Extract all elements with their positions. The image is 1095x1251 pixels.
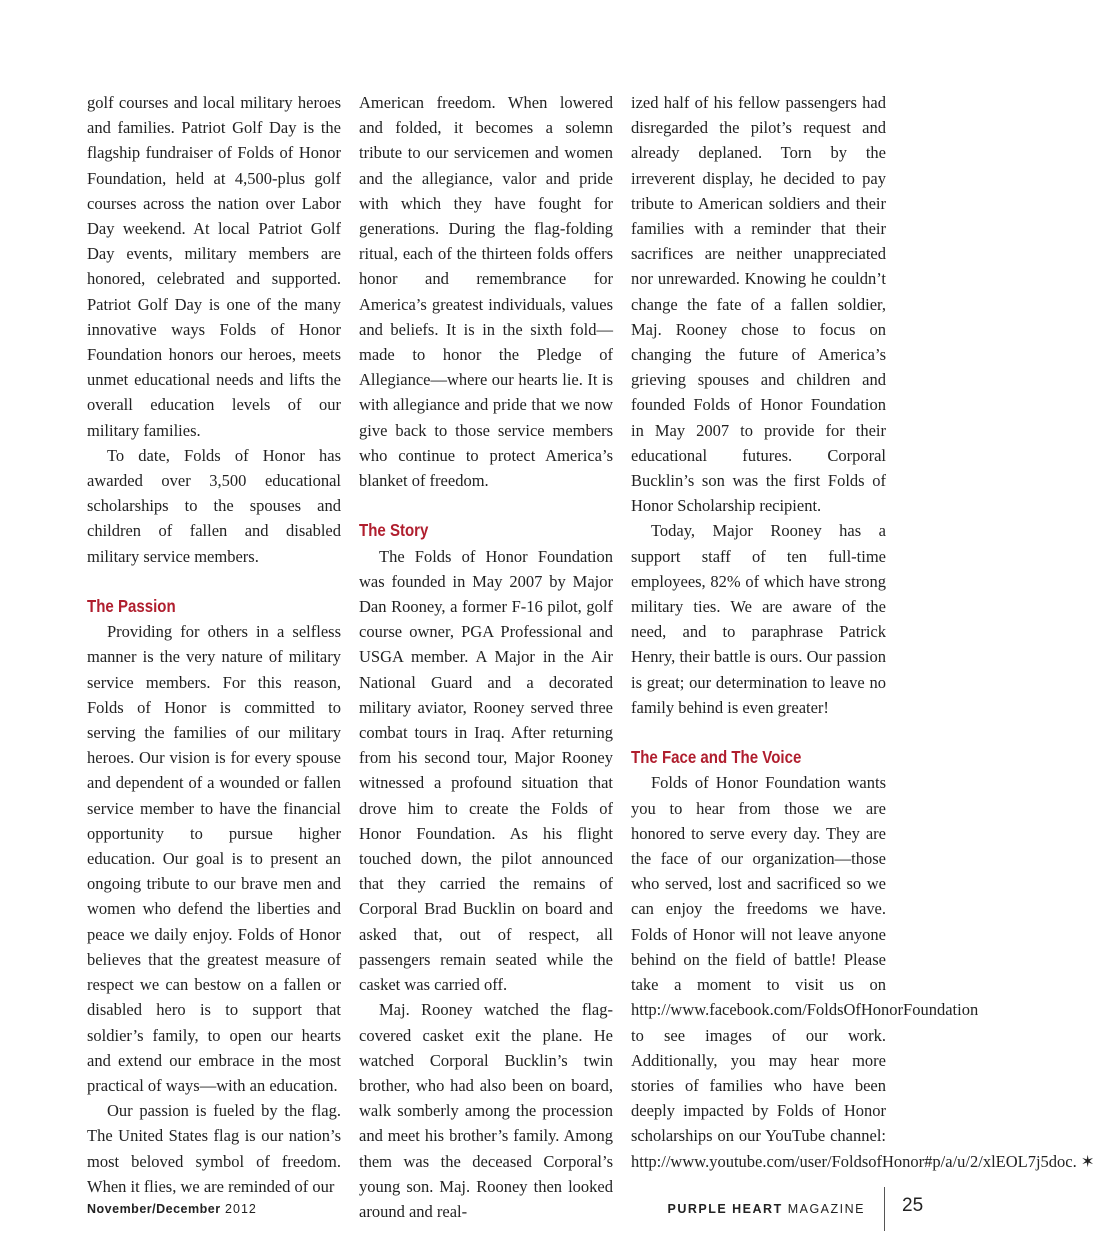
paragraph: The Folds of Honor Foundation was founded in May 2007 by Major Dan Rooney, a former F-16 pilot, golf course owner, PGA Professional and USGA member. A Major in the Air National Guard and a decorated military aviator, Rooney served three combat tours in Iraq. After returning from his second tour, Major Rooney witnessed a profound situation that drove him to create the Folds of Honor Foundation. As his flight touched down, the pilot announced that they carried the remains of Corporal Brad Bucklin on board and asked that, out of respect, all passengers remain seated while the casket was carried off. <box>359 546 613 995</box>
magazine-name <box>667 1202 865 1216</box>
paragraph: golf courses and local military heroes and families. Patriot Golf Day is the flagship fundraiser of Folds of Honor Foundation, held at 4,500-plus golf courses across the nation over Labor Day weekend. At local Patriot Golf Day events, military members are honored, celebrated and supported. Patriot Golf Day is one of the many innovative ways Folds of Honor Foundation honors our heroes, meets unmet educational needs and lifts the overall education levels of our military families. <box>87 93 341 440</box>
issue-year: 2012 <box>225 1202 257 1216</box>
issue-date <box>87 1202 257 1216</box>
page-number: 25 <box>902 1195 924 1216</box>
paragraph: Providing for others in a selfless manner is the very nature of military service members. For this reason, Folds of Honor is committed to serving the families of our military heroes. Our vision is for every spouse and dependent of a wounded or fallen service member to have the financial opportunity to pursue higher education. Our goal is to present an ongoing tribute to our brave men and women who defend the liberties and peace we daily enjoy. Folds of Honor believes that the greatest measure of respect we can bestow on a fallen or disabled hero is to support that soldier’s family, to open our hearts and extend our embrace in the most practical of ways—with an education. <box>87 622 341 1095</box>
paragraph: To date, Folds of Honor has awarded over 3,500 educational scholarships to the spouses and children of fallen and disabled military service members. <box>87 445 341 566</box>
paragraph: Maj. Rooney watched the flag-covered casket exit the plane. He watched Corporal Bucklin’s twin brother, who had also been on board, walk somberly among the procession and meet his brother’s family. Among them was the deceased Corporal’s young son. Maj. Rooney then looked around and real- <box>359 1000 613 1221</box>
end-mark-icon: ✶ <box>1080 1151 1095 1171</box>
paragraph-text: Folds of Honor Foundation wants you to hear from those we are honored to serve every day. They are the face of our organization—those who served, lost and sacrificed so we can enjoy the freedoms we have. Folds of Honor will not leave anyone behind on the field of battle! Please take a moment to visit us on http://www.facebook.com/FoldsOfHonorFoundation to see images of our work. Additionally, you may hear more stories of families who have been deeply impacted by Folds of Honor scholarships on our YouTube channel: http://www.youtube.com/user/FoldsofHonor#p/a/u/2/xlEOL7j5doc. <box>631 773 1077 1171</box>
paragraph: American freedom. When lowered and folded, it becomes a solemn tribute to our servicemen and women and the allegiance, valor and pride with which they have fought for generations. During the flag-folding ritual, each of the thirteen folds offers honor and remembrance for America’s greatest individuals, values and beliefs. It is in the sixth fold—made to honor the Pledge of Allegiance—where our hearts lie. It is with allegiance and pride that we now give back to those service members who continue to protect America’s blanket of freedom. <box>359 93 613 491</box>
article-column-2 <box>359 90 613 1224</box>
paragraph: Today, Major Rooney has a support staff of ten full-time employees, 82% of which have strong military ties. We are aware of the need, and to paraphrase Patrick Henry, their battle is ours. Our passion is great; our determination to leave no family behind is even greater! <box>631 521 886 717</box>
issue-month: November/December <box>87 1202 221 1216</box>
magazine-name-bold: PURPLE HEART <box>667 1202 783 1216</box>
magazine-name-light: MAGAZINE <box>787 1202 865 1216</box>
article-column-1 <box>87 90 341 1199</box>
paragraph <box>631 770 1095 1173</box>
paragraph: Our passion is fueled by the flag. The United States flag is our nation’s most beloved symbol of freedom. When it flies, we are reminded of our <box>87 1101 341 1196</box>
section-heading-passion: The Passion <box>87 596 176 617</box>
section-heading-face-and-voice: The Face and The Voice <box>631 747 802 768</box>
footer-divider <box>884 1187 885 1231</box>
paragraph: ized half of his fellow passengers had disregarded the pilot’s request and already deplaned. Torn by the irreverent display, he decided to pay tribute to American soldiers and their families with a reminder that their sacrifices are neither unappreciated nor unrewarded. Knowing he couldn’t change the fate of a fallen soldier, Maj. Rooney chose to focus on changing the future of America’s grieving spouses and children and founded Folds of Honor Foundation in May 2007 to provide for their educational futures. Corporal Bucklin’s son was the first Folds of Honor Scholarship recipient. <box>631 93 886 516</box>
article-column-3 <box>631 90 1095 1174</box>
section-heading-story: The Story <box>359 520 429 541</box>
